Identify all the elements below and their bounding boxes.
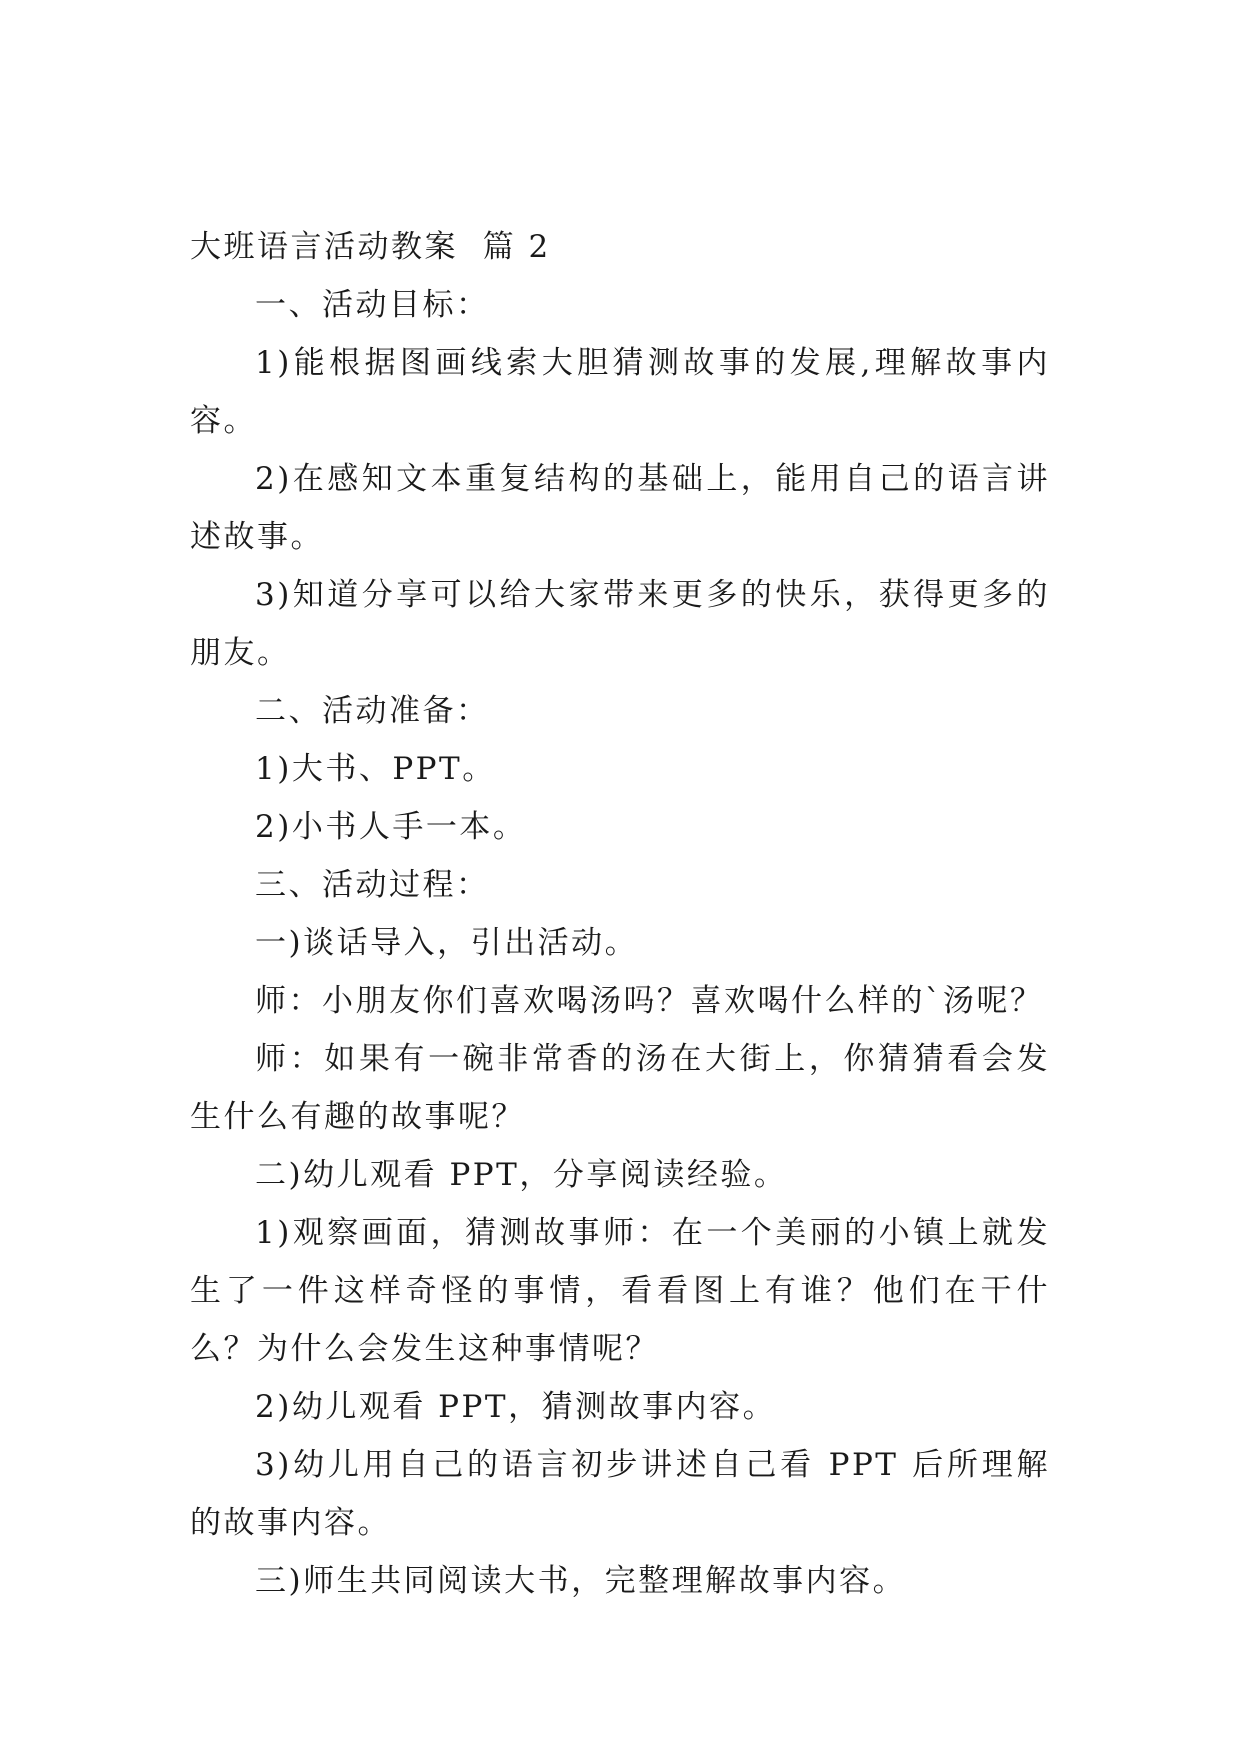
paragraph: 3)幼儿用自己的语言初步讲述自己看 PPT 后所理解的故事内容。 xyxy=(190,1447,1050,1541)
paragraph: 三)师生共同阅读大书，完整理解故事内容。 xyxy=(255,1563,907,1599)
document-title: 大班语言活动教案 篇 2 xyxy=(190,229,551,265)
paragraph: 3)知道分享可以给大家带来更多的快乐，获得更多的朋友。 xyxy=(190,577,1050,671)
paragraph: 2)在感知文本重复结构的基础上，能用自己的语言讲述故事。 xyxy=(190,461,1050,555)
paragraph: 1)大书、PPT。 xyxy=(255,751,496,787)
paragraph: 2)小书人手一本。 xyxy=(255,809,527,845)
paragraph: 二)幼儿观看 PPT，分享阅读经验。 xyxy=(255,1157,788,1193)
paragraph: 1)能根据图画线索大胆猜测故事的发展,理解故事内容。 xyxy=(190,345,1050,439)
paragraph: 2)幼儿观看 PPT，猜测故事内容。 xyxy=(255,1389,777,1425)
paragraph: 师：小朋友你们喜欢喝汤吗？喜欢喝什么样的`汤呢？ xyxy=(255,983,1044,1019)
section-heading-process: 三、活动过程： xyxy=(255,867,490,903)
section-heading-goals: 一、活动目标： xyxy=(255,287,490,323)
document-body xyxy=(190,218,1050,1610)
paragraph: 一)谈话导入，引出活动。 xyxy=(255,925,639,961)
section-heading-preparation: 二、活动准备： xyxy=(255,693,490,729)
paragraph: 1)观察画面，猜测故事师：在一个美丽的小镇上就发生了一件这样奇怪的事情，看看图上有谁？他们在干什么？为什么会发生这种事情呢？ xyxy=(190,1215,1050,1367)
paragraph: 师：如果有一碗非常香的汤在大街上，你猜猜看会发生什么有趣的故事呢？ xyxy=(190,1041,1050,1135)
